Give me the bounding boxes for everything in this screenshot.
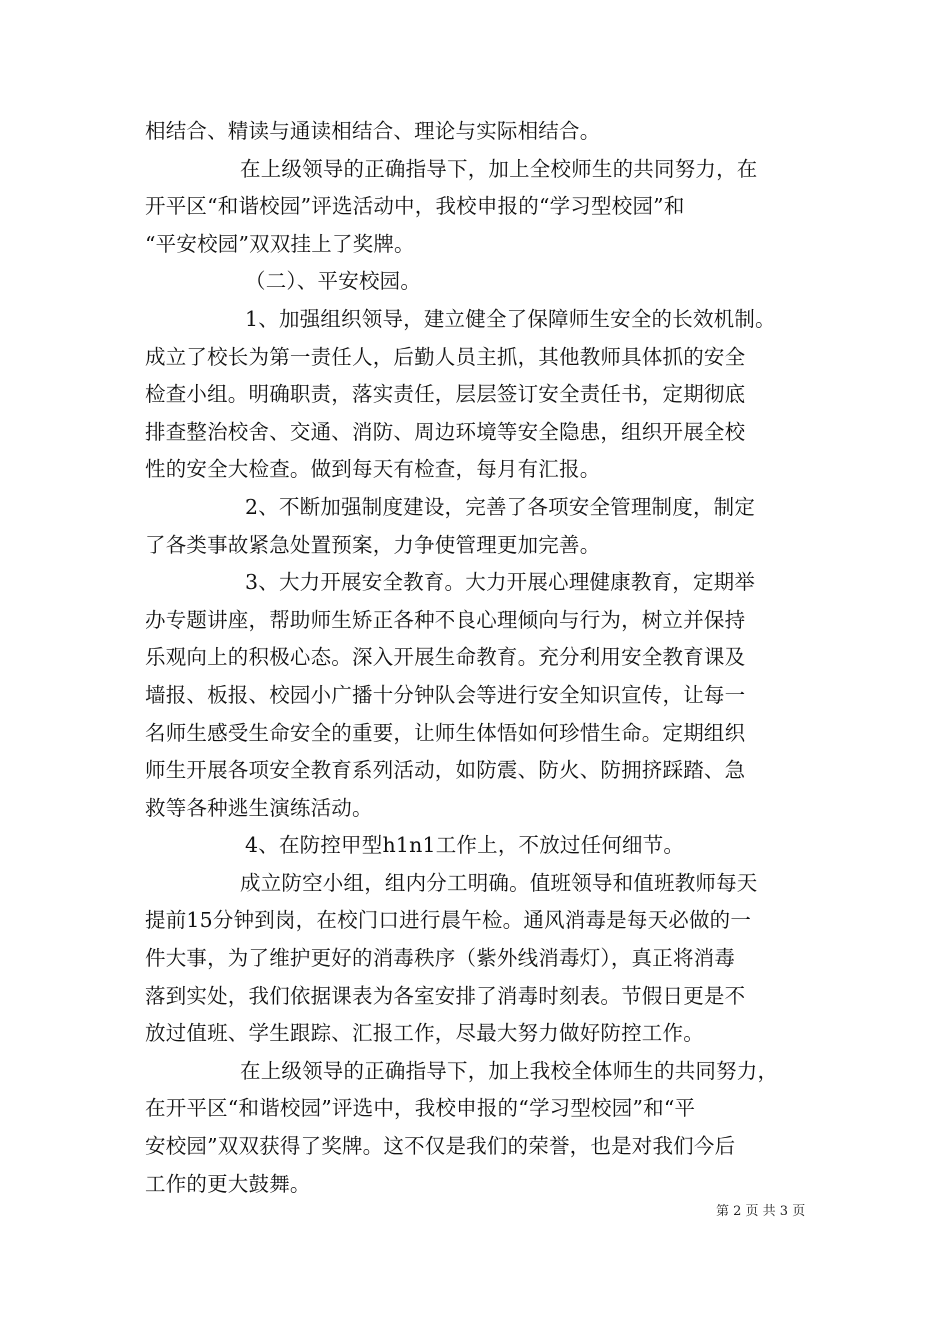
text-line: 2、不断加强制度建设，完善了各项安全管理制度，制定 — [245, 494, 756, 519]
text-line: 开平区“和谐校园”评选活动中，我校申报的“学习型校园”和 — [145, 194, 685, 219]
text-line: 落到实处，我们依据课表为各室安排了消毒时刻表。节假日更是不 — [145, 983, 746, 1008]
text-line: 工作的更大鼓舞。 — [145, 1171, 311, 1196]
text-line: 件大事，为了维护更好的消毒秩序（紫外线消毒灯），真正将消毒 — [145, 946, 736, 971]
section-heading: （二）、平安校园。 — [245, 269, 422, 294]
text-line: 在上级领导的正确指导下，加上全校师生的共同努力，在 — [240, 156, 758, 181]
text-line: 救等各种逃生演练活动。 — [145, 795, 373, 820]
text-line: 办专题讲座，帮助师生矫正各种不良心理倾向与行为，树立并保持 — [145, 607, 746, 632]
text-line: 放过值班、学生跟踪、汇报工作，尽最大努力做好防控工作。 — [145, 1021, 704, 1046]
text-line: 相结合、精读与通读相结合、理论与实际相结合。 — [145, 119, 601, 143]
text-line: 提前15分钟到岗，在校门口进行晨午检。通风消毒是每天必做的一 — [145, 908, 752, 933]
text-line: “平安校园”双双挂上了奖牌。 — [145, 231, 415, 256]
text-line: 4、在防控甲型h1n1工作上，不放过任何细节。 — [245, 833, 685, 858]
text-line: 检查小组。明确职责，落实责任，层层签订安全责任书，定期彻底 — [145, 382, 746, 407]
text-line: 在上级领导的正确指导下，加上我校全体师生的共同努力， — [240, 1058, 779, 1083]
text-line: 师生开展各项安全教育系列活动，如防震、防火、防拥挤踩踏、急 — [145, 758, 746, 783]
text-line: 成立防空小组，组内分工明确。值班领导和值班教师每天 — [240, 870, 758, 895]
text-line: 了各类事故紧急处置预案，力争使管理更加完善。 — [145, 532, 601, 557]
text-line: 性的安全大检查。做到每天有检查，每月有汇报。 — [145, 457, 601, 482]
text-line: 名师生感受生命安全的重要，让师生体悟如何珍惜生命。定期组织 — [145, 720, 746, 745]
page-footer: 第 2 页 共 3 页 — [716, 1204, 806, 1219]
text-line: 在开平区“和谐校园”评选中，我校申报的“学习型校园”和“平 — [145, 1096, 696, 1121]
document-body — [145, 113, 813, 1203]
text-line: 安校园”双双获得了奖牌。这不仅是我们的荣誉，也是对我们今后 — [145, 1134, 736, 1159]
text-line: 乐观向上的积极心态。深入开展生命教育。充分利用安全教育课及 — [145, 645, 746, 670]
text-line: 排查整治校舍、交通、消防、周边环境等安全隐患，组织开展全校 — [145, 419, 746, 444]
text-line: 成立了校长为第一责任人，后勤人员主抓，其他教师具体抓的安全 — [145, 344, 746, 369]
text-line: 墙报、板报、校园小广播十分钟队会等进行安全知识宣传，让每一 — [145, 682, 746, 707]
text-line: 3、大力开展安全教育。大力开展心理健康教育，定期举 — [245, 570, 756, 595]
text-line: 1、加强组织领导，建立健全了保障师生安全的长效机制。 — [245, 306, 776, 331]
